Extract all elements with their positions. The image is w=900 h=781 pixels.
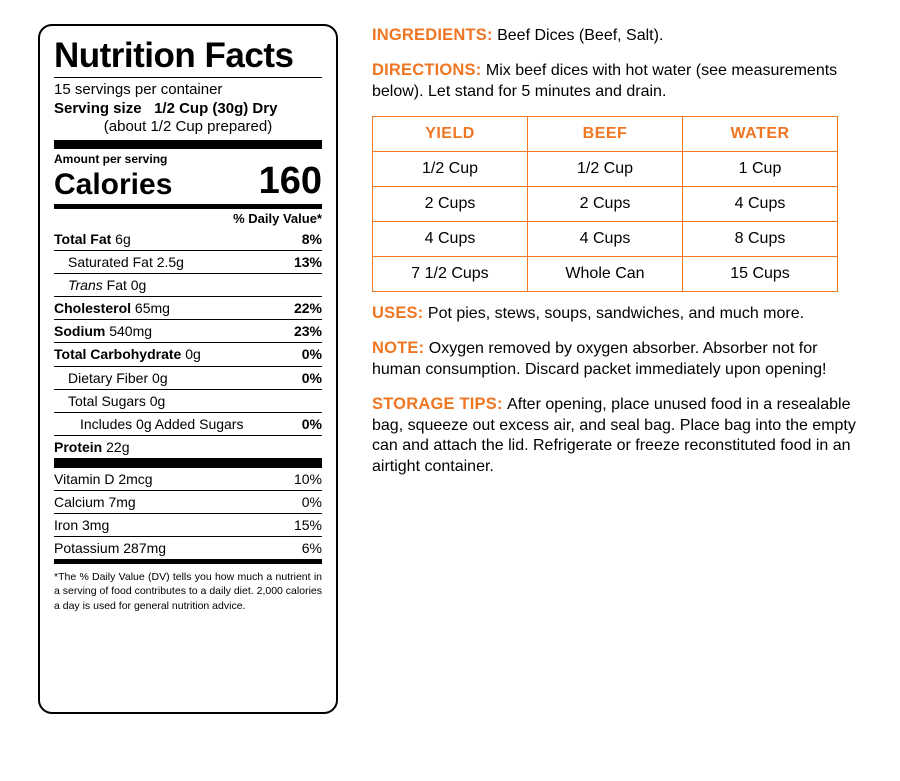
table-header-row	[373, 117, 838, 152]
nutrient-amount: 65mg	[131, 300, 170, 317]
micronutrient-name: Vitamin D 2mcg	[54, 470, 153, 487]
micronutrient-name: Calcium 7mg	[54, 494, 136, 511]
nutrient-label: Protein	[54, 438, 103, 455]
nutrient-label: Saturated Fat	[68, 254, 153, 271]
storage-tips-text: After opening, place unused food in a resealable bag, squeeze out excess air, and seal bag. Place bag into the empty can and attach the lid. Refrigerate or freeze reconstituted food in an airtight container.	[372, 395, 856, 476]
calories-row	[54, 162, 322, 200]
table-cell: 1 Cup	[683, 152, 838, 187]
nutrient-amount: 0g	[145, 392, 166, 409]
uses-text: Pot pies, stews, soups, sandwiches, and much more.	[427, 305, 805, 323]
nutrient-amount: 540mg	[105, 323, 153, 340]
nutrient-row	[54, 320, 322, 343]
uses-label: USES:	[372, 304, 424, 323]
table-row	[373, 187, 838, 222]
product-info-column	[372, 26, 862, 492]
table-row	[373, 257, 838, 292]
nutrient-label: Total Sugars	[68, 392, 146, 409]
serving-size-prepared: (about 1/2 Cup prepared)	[103, 118, 273, 136]
table-cell: 1/2 Cup	[373, 152, 528, 187]
micronutrient-row	[54, 514, 322, 537]
table-row	[373, 222, 838, 257]
nutrient-label: Dietary Fiber	[68, 369, 149, 386]
nutrient-daily-value: 0%	[301, 369, 322, 386]
storage-tips-label: STORAGE TIPS:	[372, 394, 503, 413]
table-cell: 7 1/2 Cups	[373, 257, 528, 292]
nutrient-amount: 0g	[181, 346, 201, 363]
nutrient-row	[54, 251, 322, 274]
note-text: Oxygen removed by oxygen absorber. Absorber not for human consumption. Discard packet immediately upon opening!	[372, 340, 827, 378]
nutrient-amount: 0g	[148, 369, 168, 386]
daily-value-header: % Daily Value*	[233, 211, 322, 226]
nutrition-facts-panel	[38, 24, 338, 714]
ingredients-label: INGREDIENTS:	[372, 26, 493, 44]
table-cell: 4 Cups	[528, 222, 683, 257]
nutrient-row	[54, 436, 322, 459]
column-header-beef: BEEF	[528, 117, 683, 152]
nutrient-row	[54, 228, 322, 251]
directions-text: Mix beef dices with hot water (see measurements below). Let stand for 5 minutes and drain.	[372, 61, 838, 100]
nutrient-amount: 22g	[102, 438, 130, 455]
divider-thick	[54, 140, 322, 149]
serving-size-label: Serving size	[54, 99, 142, 117]
nutrient-daily-value: 8%	[301, 231, 322, 247]
table-cell: 4 Cups	[373, 222, 528, 257]
nutrient-name	[68, 254, 184, 270]
nutrient-daily-value: 13%	[293, 254, 322, 271]
table-cell: 2 Cups	[528, 187, 683, 222]
nutrient-name	[54, 323, 152, 339]
micronutrient-daily-value: 10%	[293, 470, 322, 487]
nutrient-rows	[54, 228, 322, 459]
nutrient-row	[54, 413, 322, 436]
divider-thick-2	[54, 459, 322, 468]
column-header-yield: YIELD	[373, 117, 528, 152]
calories-label: Calories	[54, 168, 173, 201]
table-row	[373, 152, 838, 187]
table-cell: 2 Cups	[373, 187, 528, 222]
micronutrient-name: Iron 3mg	[54, 517, 110, 534]
micronutrient-daily-value: 15%	[293, 517, 322, 534]
nutrient-label: Trans	[68, 277, 103, 294]
note-block	[372, 339, 862, 381]
nutrient-row	[54, 297, 322, 320]
nutrition-facts-title: Nutrition Facts	[54, 36, 294, 75]
nutrient-name	[68, 277, 146, 293]
micronutrient-rows	[54, 468, 322, 559]
amount-per-serving-label: Amount per serving	[54, 152, 168, 166]
calories-value: 160	[258, 160, 322, 202]
uses-block	[372, 304, 862, 325]
nutrient-name	[54, 231, 131, 247]
micronutrient-row	[54, 537, 322, 559]
nutrient-daily-value: 22%	[293, 300, 322, 317]
micronutrient-daily-value: 0%	[301, 494, 322, 511]
serving-size-row	[54, 100, 322, 119]
table-cell: Whole Can	[528, 257, 683, 292]
serving-size-value: 1/2 Cup (30g) Dry	[154, 99, 278, 117]
nutrient-name	[80, 416, 243, 432]
micronutrient-daily-value: 6%	[301, 540, 322, 557]
table-cell: 15 Cups	[683, 257, 838, 292]
servings-per-container: 15 servings per container	[54, 80, 223, 98]
yield-table	[372, 116, 838, 292]
nutrient-row	[54, 343, 322, 366]
ingredients-block	[372, 26, 862, 47]
nutrient-row	[54, 367, 322, 390]
ingredients-text: Beef Dices (Beef, Salt).	[497, 27, 664, 44]
note-label: NOTE:	[372, 339, 425, 358]
nutrient-daily-value: 0%	[301, 415, 322, 432]
nutrient-name	[54, 439, 129, 455]
nutrient-amount: 6g	[111, 231, 131, 247]
micronutrient-row	[54, 468, 322, 491]
table-cell: 4 Cups	[683, 187, 838, 222]
nutrient-label: Includes	[80, 415, 133, 432]
directions-block	[372, 61, 862, 103]
micronutrient-name: Potassium 287mg	[54, 540, 167, 557]
nutrient-label: Cholesterol	[54, 300, 132, 317]
storage-tips-block	[372, 395, 862, 478]
nutrient-row	[54, 274, 322, 297]
nutrient-label: Sodium	[54, 323, 106, 340]
daily-value-footnote: *The % Daily Value (DV) tells you how much a nutrient in a serving of food contributes to a daily diet. 2,000 calories a day is used for general nutrition advice.	[54, 571, 322, 612]
nutrient-label: Total Carbohydrate	[54, 346, 182, 363]
nutrient-daily-value: 0%	[301, 346, 322, 363]
nutrient-name	[54, 346, 201, 362]
nutrient-row	[54, 390, 322, 413]
micronutrient-row	[54, 491, 322, 514]
nutrient-amount: 0g Added Sugars	[132, 415, 244, 432]
nutrient-label: Total Fat	[54, 231, 112, 247]
nutrient-amount: 2.5g	[152, 254, 184, 271]
nutrient-name	[68, 393, 165, 409]
table-cell: 1/2 Cup	[528, 152, 683, 187]
directions-label: DIRECTIONS:	[372, 60, 482, 79]
nutrient-daily-value: 23%	[293, 323, 322, 340]
column-header-water: WATER	[683, 117, 838, 152]
table-cell: 8 Cups	[683, 222, 838, 257]
nutrient-name	[68, 370, 168, 386]
nutrient-name	[54, 300, 170, 316]
nutrient-amount: Fat 0g	[102, 277, 147, 294]
